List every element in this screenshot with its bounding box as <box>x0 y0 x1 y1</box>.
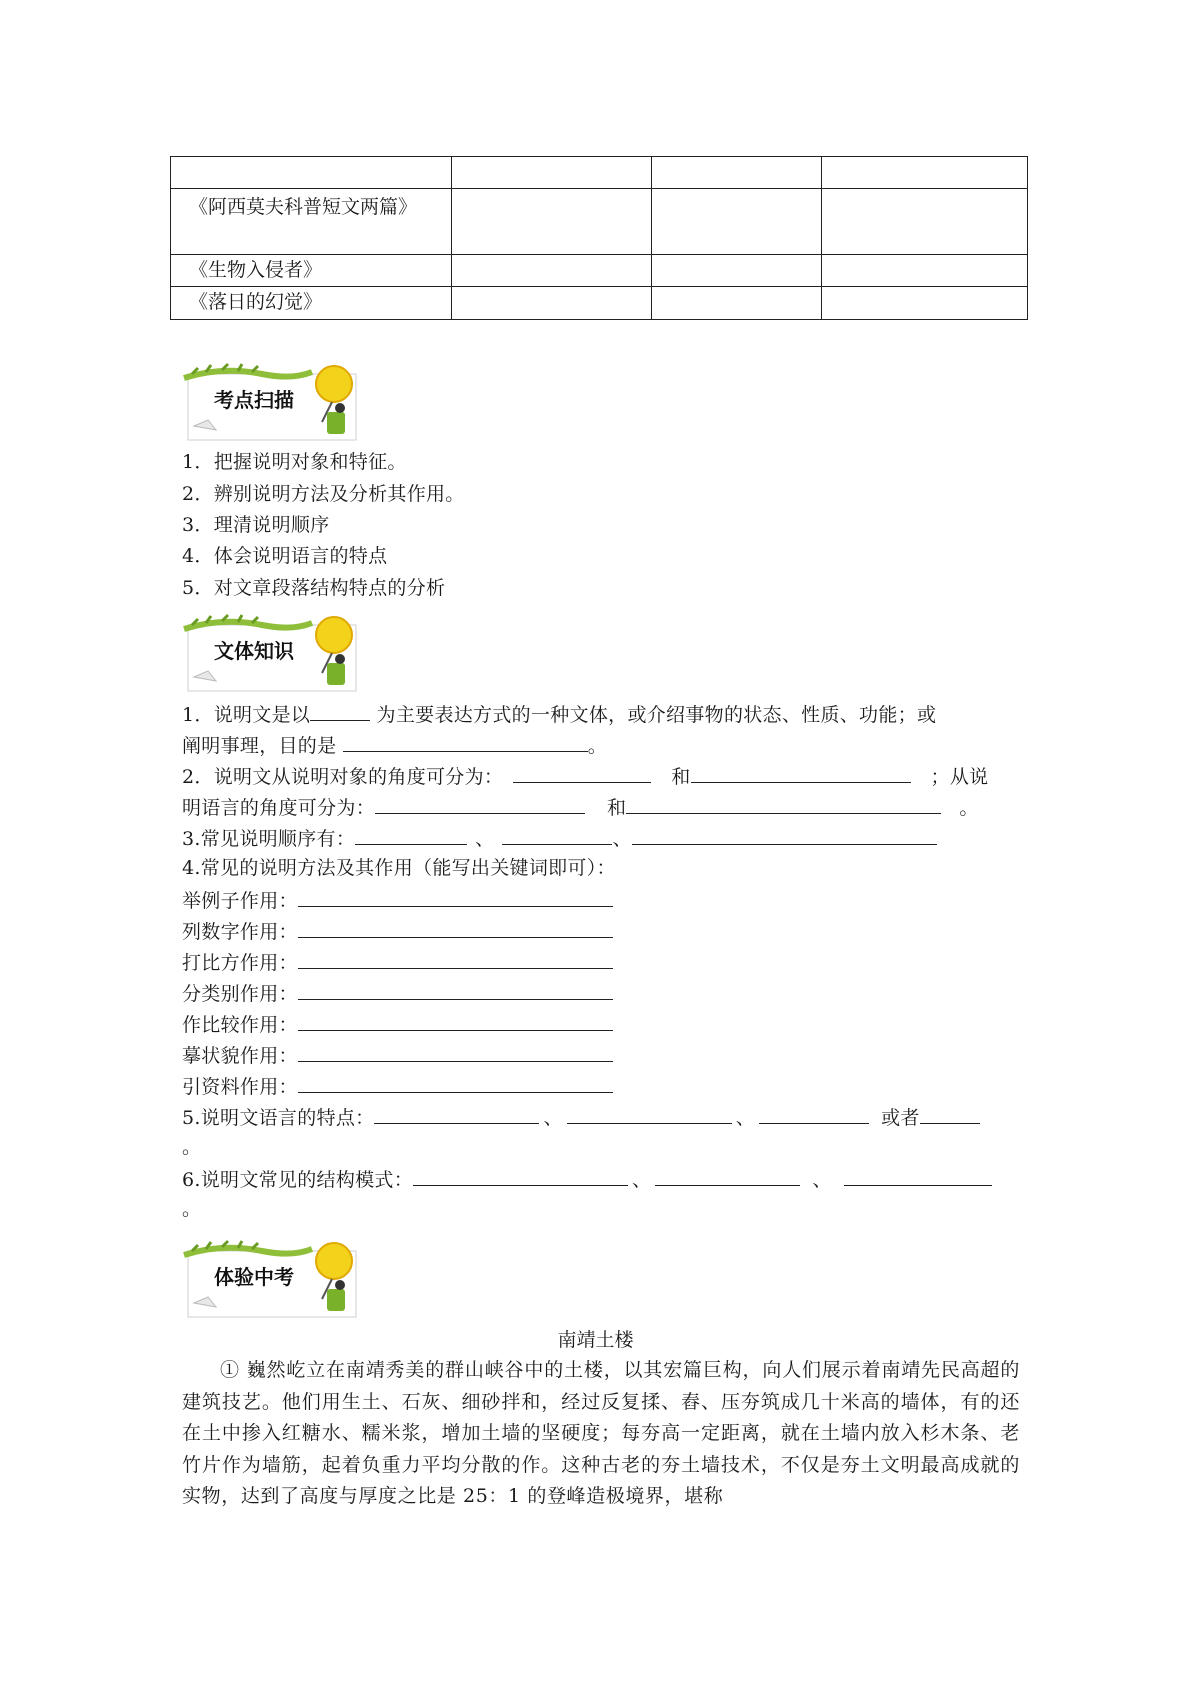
method-row <box>182 917 613 945</box>
table-cell <box>822 255 1028 287</box>
answer-blank[interactable] <box>298 886 613 907</box>
answer-blank[interactable] <box>298 1072 613 1093</box>
question-2-line-2 <box>182 793 979 821</box>
question-text: 、 <box>543 1107 563 1129</box>
section-banner-knowledge <box>182 613 367 695</box>
answer-blank[interactable] <box>844 1165 992 1186</box>
table-cell <box>652 189 822 255</box>
table-cell: 《生物入侵者》 <box>171 255 452 287</box>
table-cell <box>452 157 652 189</box>
question-1-line-2 <box>182 731 607 759</box>
table-cell <box>452 189 652 255</box>
table-row <box>171 255 1028 287</box>
answer-blank[interactable] <box>355 824 467 845</box>
question-4: 4.常见的说明方法及其作用（能写出关键词即可）： <box>182 857 616 879</box>
answer-blank[interactable] <box>759 1103 869 1124</box>
table-cell <box>822 189 1028 255</box>
banner-title: 文体知识 <box>214 639 294 663</box>
table-cell <box>171 157 452 189</box>
question-text: 和 <box>607 797 627 819</box>
method-row <box>182 979 613 1007</box>
method-label: 列数字作用： <box>182 921 298 943</box>
works-table <box>170 156 1028 320</box>
list-item: 5．对文章段落结构特点的分析 <box>182 577 446 599</box>
answer-blank[interactable] <box>298 917 613 938</box>
table-cell <box>822 287 1028 320</box>
question-3 <box>182 824 937 852</box>
method-row <box>182 1041 613 1069</box>
article-paragraph: ① 巍然屹立在南靖秀美的群山峡谷中的土楼，以其宏篇巨构，向人们展示着南靖先民高超的建筑技艺。他们用生土、石灰、细砂拌和，经过反复揉、舂、压夯筑成几十米高的墙体，有的还在土中掺入红糖水、糯米浆，增加土墙的坚硬度；每夯高一定距离，就在土墙内放入杉木条、老竹片作为墙筋，起着负重力平均分散的作。这种古老的夯土墙技术，不仅是夯土文明最高成就的实物，达到了高度与厚度之比是 25：1 的登峰造极境界，堪称 <box>182 1359 1020 1507</box>
table-row <box>171 157 1028 189</box>
section-banner-scan <box>182 362 367 444</box>
question-text: 、 <box>475 828 495 850</box>
question-text: 或者 <box>881 1107 920 1129</box>
table-cell <box>452 255 652 287</box>
table-cell: 《阿西莫夫科普短文两篇》 <box>171 189 452 255</box>
list-item: 4．体会说明语言的特点 <box>182 545 388 567</box>
article-title: 南靖土楼 <box>557 1329 634 1351</box>
question-text: 明语言的角度可分为： <box>182 797 376 819</box>
answer-blank[interactable] <box>298 1041 613 1062</box>
answer-blank[interactable] <box>655 1165 800 1186</box>
answer-blank[interactable] <box>375 793 585 814</box>
question-text: 5.说明文语言的特点： <box>182 1107 375 1129</box>
question-6 <box>182 1165 992 1193</box>
method-label: 摹状貌作用： <box>182 1045 298 1067</box>
method-row <box>182 1010 613 1038</box>
list-item: 2．辨别说明方法及分析其作用。 <box>182 483 465 505</box>
question-text: 阐明事理，目的是 <box>182 735 343 757</box>
answer-blank[interactable] <box>632 824 937 845</box>
table-cell: 《落日的幻觉》 <box>171 287 452 320</box>
question-text: 、 <box>632 1169 652 1191</box>
method-row <box>182 886 613 914</box>
answer-blank[interactable] <box>626 793 941 814</box>
method-label: 举例子作用： <box>182 890 298 912</box>
method-row <box>182 1072 613 1100</box>
list-item: 3．理清说明顺序 <box>182 514 330 536</box>
question-1-line-1 <box>182 700 936 728</box>
method-label: 打比方作用： <box>182 952 298 974</box>
answer-blank[interactable] <box>310 700 370 721</box>
answer-blank[interactable] <box>298 979 613 1000</box>
answer-blank[interactable] <box>502 824 612 845</box>
table-row <box>171 287 1028 320</box>
table-cell <box>652 287 822 320</box>
section-banner-exam <box>182 1239 367 1321</box>
question-6-end: 。 <box>182 1198 202 1220</box>
table-cell <box>452 287 652 320</box>
table-cell <box>652 255 822 287</box>
question-text: 、 <box>735 1107 756 1129</box>
question-text: 。 <box>587 735 608 757</box>
question-5 <box>182 1103 980 1131</box>
answer-blank[interactable] <box>513 762 651 783</box>
method-label: 分类别作用： <box>182 983 298 1005</box>
question-text: ；从说 <box>930 766 989 788</box>
banner-title: 体验中考 <box>214 1265 294 1289</box>
answer-blank[interactable] <box>298 948 613 969</box>
answer-blank[interactable] <box>691 762 911 783</box>
question-text: 2．说明文从说明对象的角度可分为： <box>182 766 504 788</box>
question-text: 、 <box>612 828 632 850</box>
question-5-end: 。 <box>182 1136 202 1158</box>
question-text: 6.说明文常见的结构模式： <box>182 1169 414 1191</box>
question-text: 。 <box>959 797 979 819</box>
question-text: 、 <box>812 1169 832 1191</box>
question-text: 为主要表达方式的一种文体，或介绍事物的状态、性质、功能；或 <box>370 704 937 726</box>
method-label: 作比较作用： <box>182 1014 298 1036</box>
method-row <box>182 948 613 976</box>
banner-title: 考点扫描 <box>214 388 294 412</box>
answer-blank[interactable] <box>298 1010 613 1031</box>
table-cell <box>652 157 822 189</box>
question-text: 和 <box>671 766 691 788</box>
list-item: 1．把握说明对象和特征。 <box>182 451 407 473</box>
method-label: 引资料作用： <box>182 1076 298 1098</box>
answer-blank[interactable] <box>374 1103 539 1124</box>
question-text: 1．说明文是以 <box>182 704 311 726</box>
question-text: 3.常见说明顺序有： <box>182 828 356 850</box>
answer-blank[interactable] <box>413 1165 628 1186</box>
answer-blank[interactable] <box>920 1103 980 1124</box>
answer-blank[interactable] <box>343 731 588 752</box>
answer-blank[interactable] <box>567 1103 732 1124</box>
table-cell <box>822 157 1028 189</box>
table-row <box>171 189 1028 255</box>
question-2-line-1 <box>182 762 988 790</box>
